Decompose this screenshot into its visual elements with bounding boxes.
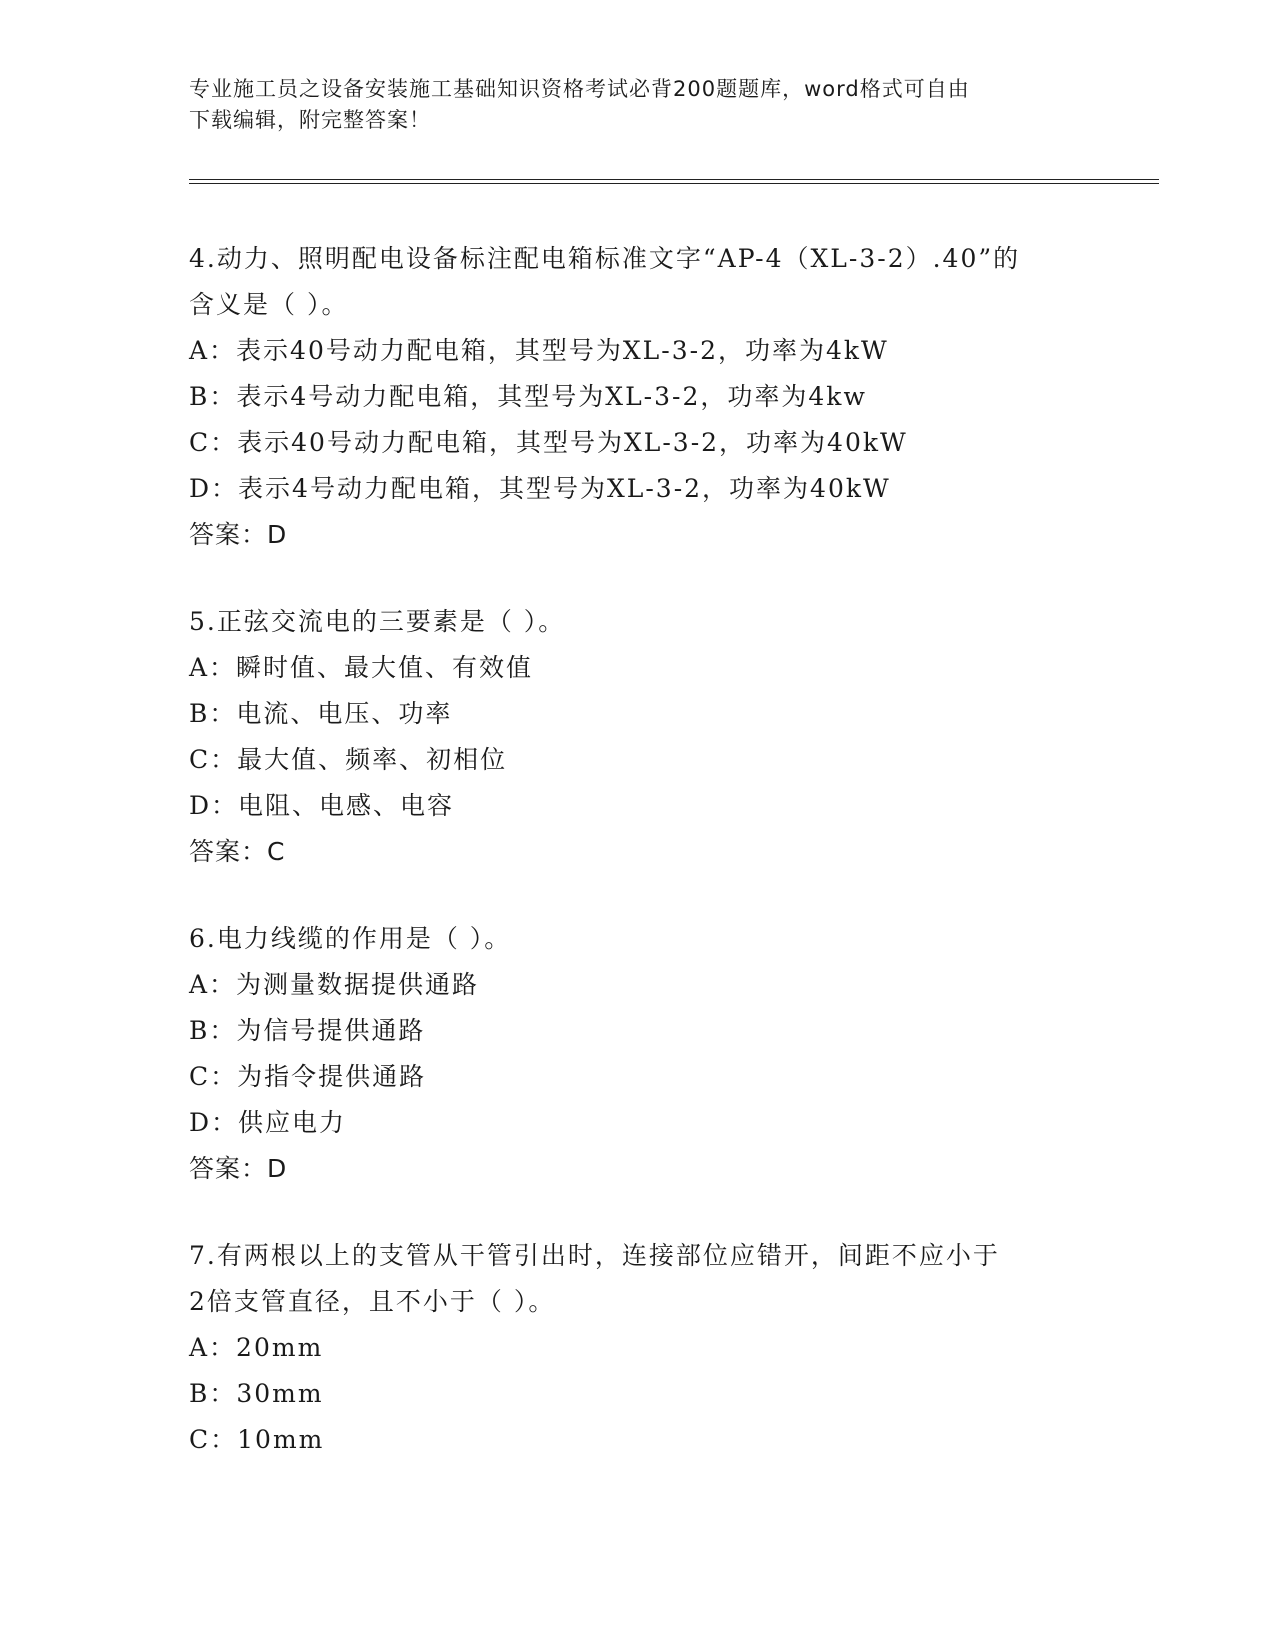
question-4 <box>189 236 1089 558</box>
question-stem: 4.动力、照明配电设备标注配电箱标准文字“AP-4（XL-3-2）.40”的 <box>189 244 1021 273</box>
option-d: D：供应电力 <box>189 1108 347 1137</box>
header-rule-bottom <box>189 183 1159 184</box>
question-stem: 含义是（ ）。 <box>189 290 349 319</box>
header-line-2: 下载编辑，附完整答案！ <box>189 108 431 132</box>
question-5 <box>189 599 1089 875</box>
question-stem: 5.正弦交流电的三要素是（ ）。 <box>189 607 566 636</box>
header-rule-top <box>189 179 1159 180</box>
question-list <box>189 236 1089 1504</box>
question-stem: 2倍支管直径，且不小于（ ）。 <box>189 1287 556 1316</box>
question-stem: 6.电力线缆的作用是（ ）。 <box>189 924 512 953</box>
option-d: D：电阻、电感、电容 <box>189 791 455 820</box>
option-b: B：30mm <box>189 1379 324 1408</box>
question-6 <box>189 916 1089 1192</box>
option-c: C：为指令提供通路 <box>189 1062 427 1091</box>
answer: 答案：D <box>189 520 288 549</box>
option-b: B：为信号提供通路 <box>189 1016 426 1045</box>
question-7 <box>189 1233 1089 1463</box>
option-b: B：电流、电压、功率 <box>189 699 453 728</box>
option-a: A：20mm <box>189 1333 324 1362</box>
option-a: A：为测量数据提供通路 <box>189 970 480 999</box>
option-d: D：表示4号动力配电箱，其型号为XL-3-2，功率为40kW <box>189 474 891 503</box>
question-stem: 7.有两根以上的支管从干管引出时，连接部位应错开，间距不应小于 <box>189 1241 1000 1270</box>
option-c: C：最大值、频率、初相位 <box>189 745 508 774</box>
option-c: C：表示40号动力配电箱，其型号为XL-3-2，功率为40kW <box>189 428 908 457</box>
answer: 答案：D <box>189 1154 288 1183</box>
option-b: B：表示4号动力配电箱，其型号为XL-3-2，功率为4kw <box>189 382 867 411</box>
document-header <box>189 74 1089 136</box>
answer: 答案：C <box>189 837 286 866</box>
option-a: A：表示40号动力配电箱，其型号为XL-3-2，功率为4kW <box>189 336 889 365</box>
header-line-1: 专业施工员之设备安装施工基础知识资格考试必背200题题库，word格式可自由 <box>189 77 970 101</box>
option-a: A：瞬时值、最大值、有效值 <box>189 653 534 682</box>
option-c: C：10mm <box>189 1425 325 1454</box>
